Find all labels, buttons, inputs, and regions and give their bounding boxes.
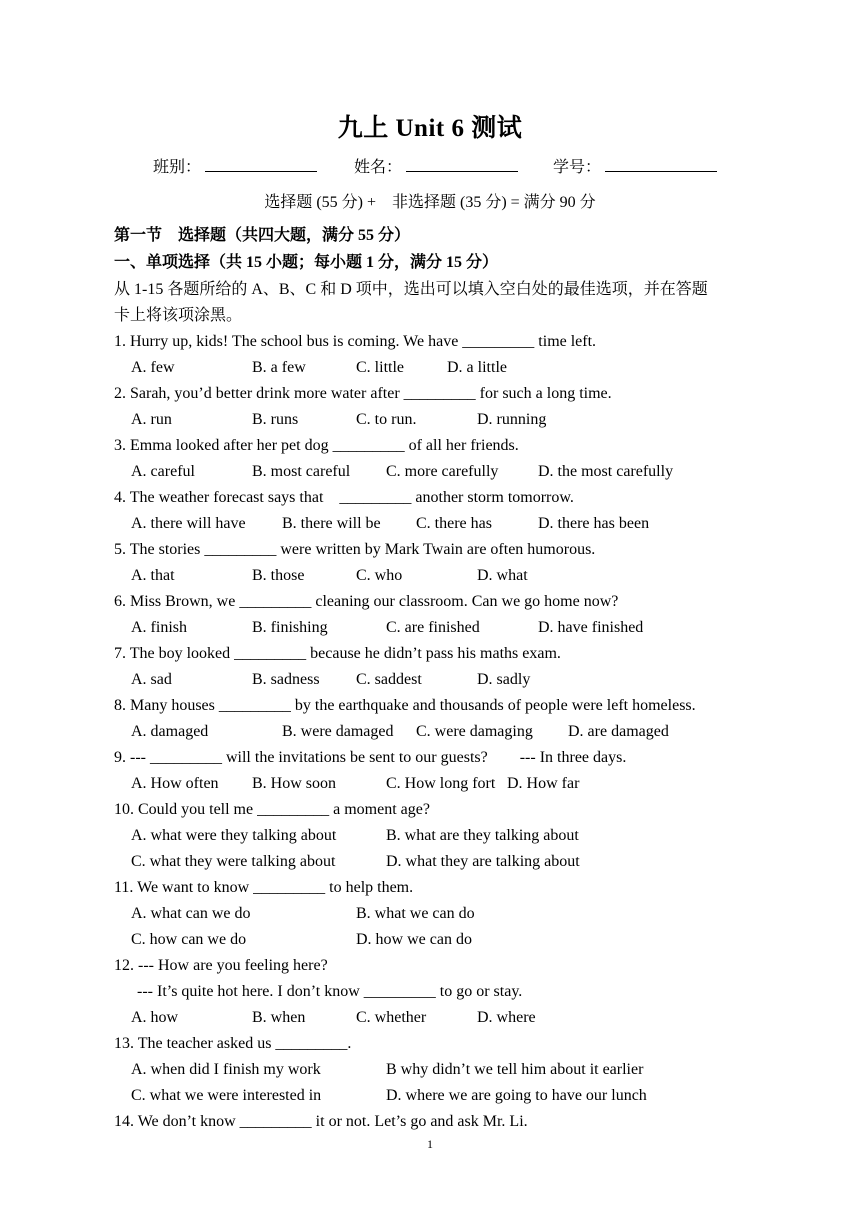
option: D. running: [477, 411, 547, 428]
question-stem: 6. Miss Brown, we _________ cleaning our classroom. Can we go home now?: [114, 593, 619, 610]
option: B. what are they talking about: [386, 827, 579, 844]
option: B. what we can do: [356, 905, 475, 922]
name-label: 姓名：: [354, 159, 403, 176]
page-title: 九上 Unit 6 测试: [337, 115, 523, 142]
option: C. are finished: [386, 619, 480, 636]
question-stem: 1. Hurry up, kids! The school bus is coming. We have _________ time left.: [114, 333, 597, 350]
option: C. little: [356, 359, 404, 376]
option: A. damaged: [131, 723, 209, 740]
option: A. careful: [131, 463, 195, 480]
option: B why didn’t we tell him about it earlier: [386, 1061, 644, 1078]
option: A. what can we do: [131, 905, 251, 922]
option: D. have finished: [538, 619, 644, 636]
option: D. where: [477, 1009, 536, 1026]
option: B. finishing: [252, 619, 328, 636]
option: C. How long fort: [386, 775, 496, 792]
section-heading: 第一节 选择题（共四大题，满分 55 分）: [114, 227, 411, 244]
question-stem: 12. --- How are you feeling here?: [114, 957, 328, 974]
option: D. are damaged: [568, 723, 669, 740]
option: B. a few: [252, 359, 306, 376]
question-stem: 9. --- _________ will the invitations be sent to our guests? --- In three days.: [114, 749, 627, 766]
option: A. what were they talking about: [131, 827, 337, 844]
part-heading: 一、单项选择（共 15 小题；每小题 1 分，满分 15 分）: [114, 254, 499, 271]
class-blank: [205, 157, 317, 172]
option: C. who: [356, 567, 403, 584]
option: D. what they are talking about: [386, 853, 580, 870]
question-stem: 14. We don’t know _________ it or not. Let’s go and ask Mr. Li.: [114, 1113, 528, 1130]
instruction-line-1: 从 1-15 各题所给的 A、B、C 和 D 项中，选出可以填入空白处的最佳选项，并在答题: [114, 281, 708, 298]
option: C. more carefully: [386, 463, 499, 480]
option: D. there has been: [538, 515, 650, 532]
class-label: 班别：: [153, 159, 202, 176]
option: D. where we are going to have our lunch: [386, 1087, 647, 1104]
option: C. whether: [356, 1009, 427, 1026]
student-id-blank: [605, 157, 717, 172]
question-stem: 2. Sarah, you’d better drink more water after _________ for such a long time.: [114, 385, 612, 402]
option: B. runs: [252, 411, 299, 428]
option: C. there has: [416, 515, 492, 532]
student-id-field: [553, 154, 717, 177]
option: B. were damaged: [282, 723, 394, 740]
question-stem: 5. The stories _________ were written by Mark Twain are often humorous.: [114, 541, 596, 558]
option: B. most careful: [252, 463, 351, 480]
option: A. sad: [131, 671, 172, 688]
option: C. what we were interested in: [131, 1087, 322, 1104]
option: D. How far: [507, 775, 580, 792]
option: B. those: [252, 567, 305, 584]
question-stem: 3. Emma looked after her pet dog _________ of all her friends.: [114, 437, 519, 454]
question-stem: 10. Could you tell me _________ a moment age?: [114, 801, 430, 818]
option: B. How soon: [252, 775, 337, 792]
option: A. finish: [131, 619, 187, 636]
option: C. what they were talking about: [131, 853, 336, 870]
option: C. to run.: [356, 411, 417, 428]
class-field: [153, 154, 317, 177]
option: A. when did I finish my work: [131, 1061, 321, 1078]
question-stem: 7. The boy looked _________ because he didn’t pass his maths exam.: [114, 645, 561, 662]
question-stem: 13. The teacher asked us _________.: [114, 1035, 352, 1052]
question-stem-continued: --- It’s quite hot here. I don’t know _________ to go or stay.: [137, 983, 523, 1000]
name-blank: [406, 157, 518, 172]
option: D. sadly: [477, 671, 531, 688]
student-id-label: 学号：: [553, 159, 602, 176]
instruction-line-2: 卡上将该项涂黑。: [114, 307, 243, 324]
option: A. how: [131, 1009, 179, 1026]
page-number: 1: [427, 1137, 433, 1151]
name-field: [354, 154, 518, 177]
option: B. there will be: [282, 515, 381, 532]
option: D. what: [477, 567, 528, 584]
option: D. how we can do: [356, 931, 472, 948]
option: D. the most carefully: [538, 463, 674, 480]
option: A. run: [131, 411, 172, 428]
question-stem: 8. Many houses _________ by the earthquake and thousands of people were left homeless.: [114, 697, 696, 714]
option: A. that: [131, 567, 175, 584]
option: C. were damaging: [416, 723, 533, 740]
option: A. How often: [131, 775, 219, 792]
option: B. sadness: [252, 671, 320, 688]
option: C. how can we do: [131, 931, 247, 948]
question-stem: 11. We want to know _________ to help them.: [114, 879, 414, 896]
option: C. saddest: [356, 671, 422, 688]
option: A. few: [131, 359, 175, 376]
option: A. there will have: [131, 515, 246, 532]
option: B. when: [252, 1009, 306, 1026]
score-line: 选择题 (55 分) + 非选择题 (35 分) = 满分 90 分: [264, 194, 596, 211]
option: D. a little: [447, 359, 507, 376]
question-stem: 4. The weather forecast says that _________ another storm tomorrow.: [114, 489, 574, 506]
